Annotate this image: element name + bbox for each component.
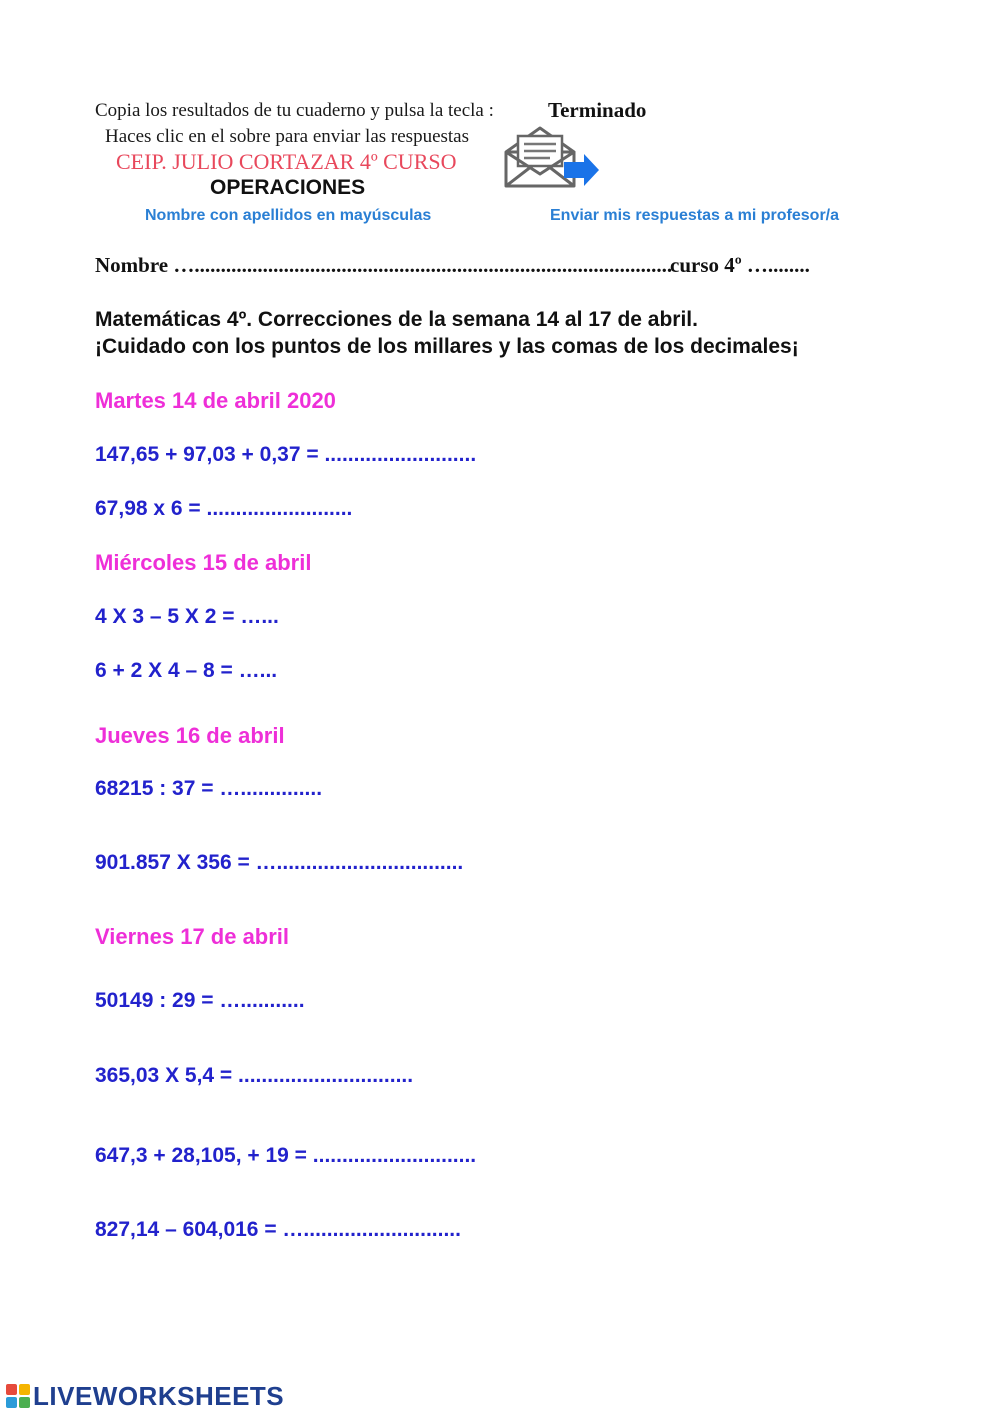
operation-item: 365,03 X 5,4 = .............................. [95, 1064, 414, 1087]
operation-item: 647,3 + 28,105, + 19 = ............................ [95, 1144, 477, 1167]
operation-item: 827,14 – 604,016 = …........................... [95, 1218, 461, 1241]
operation-item: 67,98 x 6 = ......................... [95, 497, 353, 520]
day-heading: Viernes 17 de abril [95, 924, 290, 949]
operation-item: 147,65 + 97,03 + 0,37 = .......................... [95, 443, 477, 466]
school-name: CEIP. JULIO CORTAZAR 4º CURSO [116, 149, 457, 174]
liveworksheets-logo[interactable] [6, 1381, 284, 1411]
liveworksheets-logo-icon [6, 1384, 30, 1408]
intro-line-1: Matemáticas 4º. Correcciones de la semana 14 al 17 de abril. [95, 308, 698, 331]
day-heading: Miércoles 15 de abril [95, 550, 312, 575]
course-label: curso 4º …........ [670, 253, 810, 277]
operation-item: 68215 : 37 = ….............. [95, 777, 323, 800]
day-heading: Martes 14 de abril 2020 [95, 388, 336, 413]
operation-item: 6 + 2 X 4 – 8 = …... [95, 659, 278, 682]
finish-button[interactable]: Terminado [548, 98, 647, 122]
send-hint: Enviar mis respuestas a mi profesor/a [550, 207, 840, 224]
page-title: OPERACIONES [210, 176, 366, 199]
envelope-send-icon[interactable] [502, 124, 602, 190]
operation-item: 4 X 3 – 5 X 2 = …... [95, 605, 279, 628]
intro-line-2: ¡Cuidado con los puntos de los millares y las comas de los decimales¡ [95, 335, 799, 358]
operation-item: 901.857 X 356 = …................................ [95, 851, 464, 874]
brand-name: LIVEWORKSHEETS [33, 1380, 285, 1411]
student-name-label: Nombre …........................................................................................... [95, 253, 673, 277]
instruction-line-1: Copia los resultados de tu cuaderno y pulsa la tecla : [95, 100, 494, 121]
day-heading: Jueves 16 de abril [95, 723, 285, 748]
instruction-line-2: Haces clic en el sobre para enviar las respuestas [105, 126, 469, 147]
operation-item: 50149 : 29 = …........... [95, 989, 305, 1012]
name-hint: Nombre con apellidos en mayúsculas [145, 207, 432, 224]
